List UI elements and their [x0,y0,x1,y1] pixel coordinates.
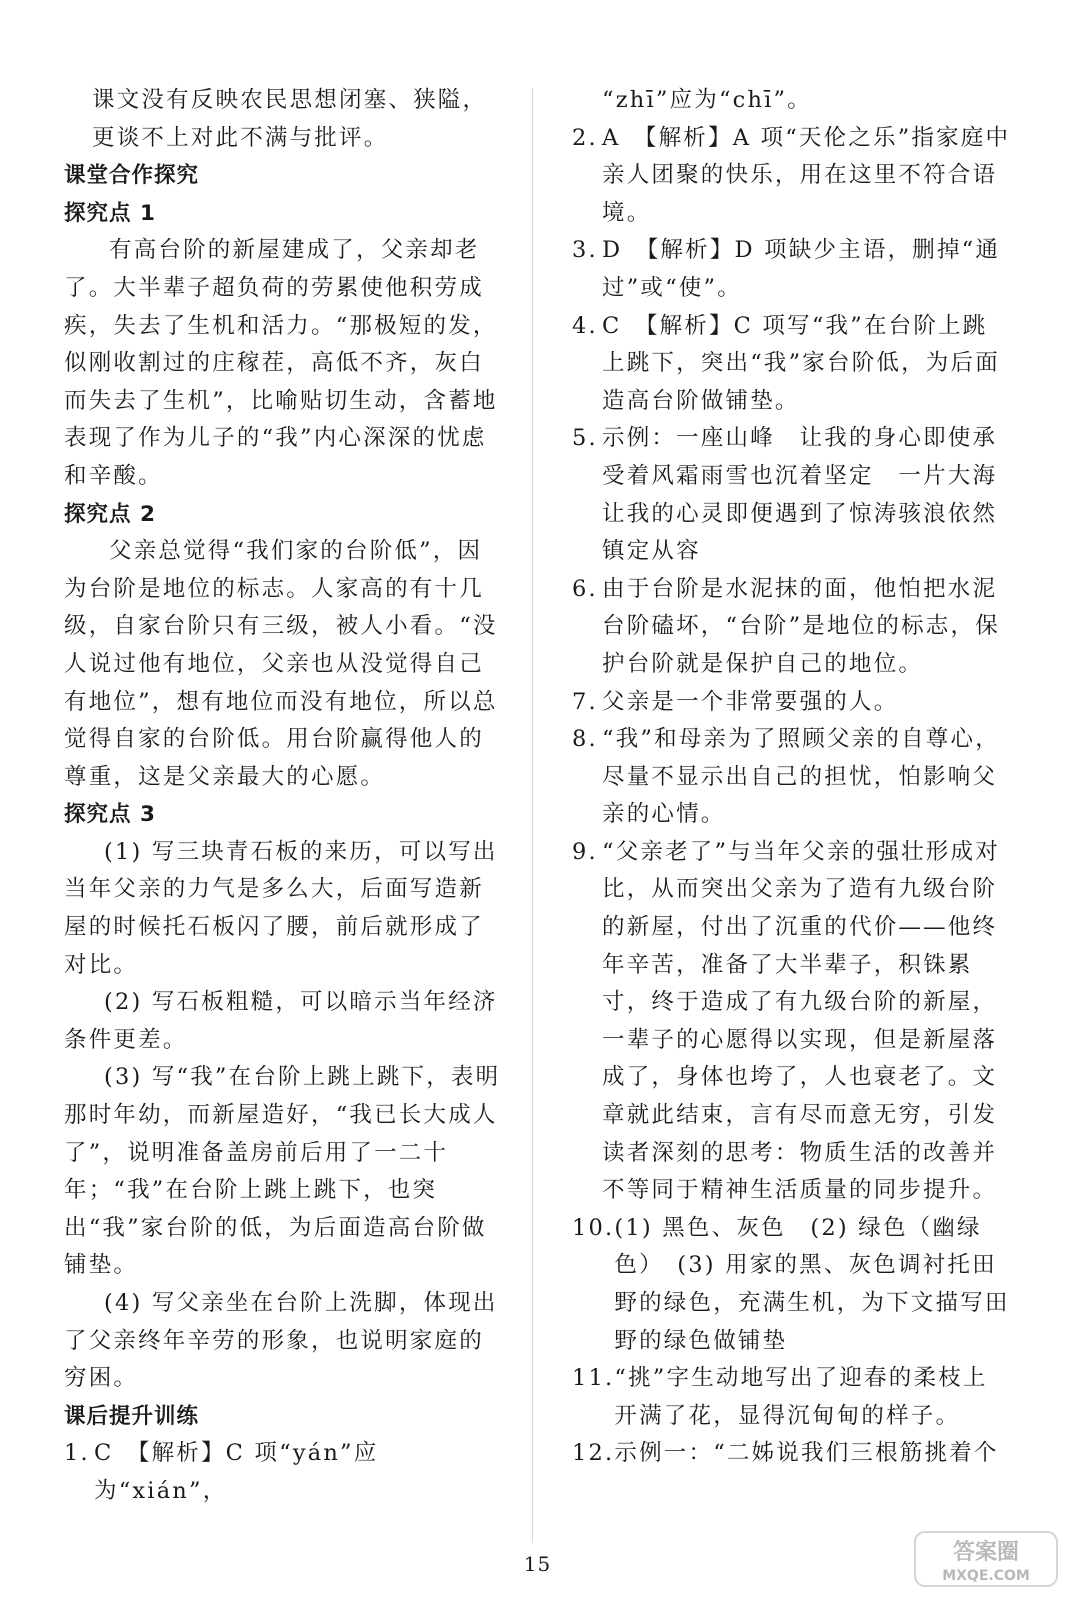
question-4-number: 4. [572,312,598,339]
question-10 [572,1210,1012,1360]
question-3-text: D 【解析】D 项缺少主语，删掉“通过”或“使”。 [602,237,1001,301]
question-9-number: 9. [572,838,598,865]
point-1-text: 有高台阶的新屋建成了，父亲却老了。大半辈子超负荷的劳累使他积劳成疾，失去了生机和活力。“那极短的发，似刚收割过的庄稼茬，高低不齐，灰白而失去了生机”，比喻贴切生动，含蓄地表现了作为儿子的“我”内心深深的忧虑和辛酸。 [64,237,498,489]
question-1-number: 1. [64,1440,90,1467]
point-1-title: 探究点 1 [64,200,156,226]
point-3-title: 探究点 3 [64,802,156,828]
question-10-number: 10. [572,1214,615,1241]
watermark-logo [911,1528,1061,1590]
intro-line-1: 课文没有反映农民思想闭塞、狭隘， [92,87,488,113]
watermark-text-url: MXQE.COM [942,1568,1030,1584]
question-8 [572,721,1012,834]
question-6 [572,571,1012,684]
question-6-text: 由于台阶是水泥抹的面，他怕把水泥台阶磕坏，“台阶”是地位的标志，保护台阶就是保护自己的地位。 [602,575,1000,677]
question-5-text: 示例：一座山峰 让我的身心即使承受着风霜雨雪也沉着坚定 一片大海 让我的心灵即便遇到了惊涛骇浪依然镇定从容 [602,425,1022,565]
question-2-text: A 【解析】A 项“天伦之乐”指家庭中亲人团聚的快乐，用在这里不符合语境。 [602,124,1011,226]
question-7-number: 7. [572,688,598,715]
question-5-number: 5. [572,425,598,452]
question-8-number: 8. [572,726,598,753]
question-4-text: C 【解析】C 项写“我”在台阶上跳上跳下，突出“我”家台阶低，为后面造高台阶做铺垫。 [602,312,1000,414]
question-3 [572,232,1012,307]
column-divider [532,88,533,1543]
question-7-text: 父亲是一个非常要强的人。 [602,688,899,715]
watermark-text-cn: 答案圈 [952,1540,1020,1565]
question-1-continued: “zhī”应为“chī”。 [602,87,812,113]
point-3-item-4: (4) 写父亲坐在台阶上洗脚，体现出了父亲终年辛劳的形象，也说明家庭的穷困。 [64,1290,498,1392]
point-3-item-3: (3) 写“我”在台阶上跳上跳下，表明那时年幼，而新屋造好，“我已长大成人了”，说明准备盖房前后用了一二十年；“我”在台阶上跳上跳下，也突出“我”家台阶的低，为后面造高台阶做铺垫。 [64,1064,501,1279]
question-9-text: “父亲老了”与当年父亲的强壮形成对比，从而突出父亲为了造有九级台阶的新屋，付出了沉重的代价——他终年辛苦，准备了大半辈子，积铢累寸，终于造成了有九级台阶的新屋，一辈子的心愿得以实现，但是新屋落成了，身体也垮了，人也衰老了。文章就此结束，言有尽而意无穷，引发读者深刻的思考：物质生活的改善并不等同于精神生活质量的同步提升。 [602,838,1000,1204]
question-5 [572,420,1022,570]
section-title-classroom: 课堂合作探究 [64,163,200,189]
question-12-text: 示例一：“二姊说我们三根筋挑着个 [614,1440,999,1467]
question-2 [572,120,1012,233]
question-11-text: “挑”字生动地写出了迎春的柔枝上开满了花，显得沉甸甸的样子。 [614,1365,988,1429]
right-column [572,82,1022,1473]
point-2-text: 父亲总觉得“我们家的台阶低”，因为台阶是地位的标志。人家高的有十几级，自家台阶只有三级，被人小看。“没人说过他有地位，父亲也从没觉得自己有地位”，想有地位而没有地位，所以总觉得自家的台阶低。用台阶赢得他人的尊重，这是父亲最大的心愿。 [64,538,498,790]
question-1-text: C 【解析】C 项“yán”应为“xián”， [94,1440,379,1504]
point-3-item-2: (2) 写石板粗糙，可以暗示当年经济条件更差。 [64,989,498,1053]
left-column [64,82,504,1511]
question-11 [572,1360,1012,1435]
page-number: 15 [523,1552,552,1576]
section-title-after-class: 课后提升训练 [64,1403,200,1429]
question-11-number: 11. [572,1365,615,1392]
question-2-number: 2. [572,124,598,151]
point-2-title: 探究点 2 [64,501,156,527]
point-3-item-1: (1) 写三块青石板的来历，可以写出当年父亲的力气是多么大，后面写造新屋的时候托石板闪了腰，前后就形成了对比。 [64,838,498,978]
question-12-number: 12. [572,1440,615,1467]
question-10-text: (1) 黑色、灰色 (2) 绿色（幽绿色） (3) 用家的黑、灰色调衬托田野的绿色，充满生机，为下文描写田野的绿色做铺垫 [614,1214,1010,1354]
question-6-number: 6. [572,575,598,602]
question-3-number: 3. [572,237,598,264]
question-9 [572,834,1012,1210]
question-1 [64,1435,504,1510]
question-12 [572,1435,1012,1473]
question-8-text: “我”和母亲为了照顾父亲的自尊心，尽量不显示出自己的担忧，怕影响父亲的心情。 [602,726,1000,828]
question-4 [572,308,1012,421]
question-7 [572,684,1012,722]
intro-line-2: 更谈不上对此不满与批评。 [92,124,389,151]
